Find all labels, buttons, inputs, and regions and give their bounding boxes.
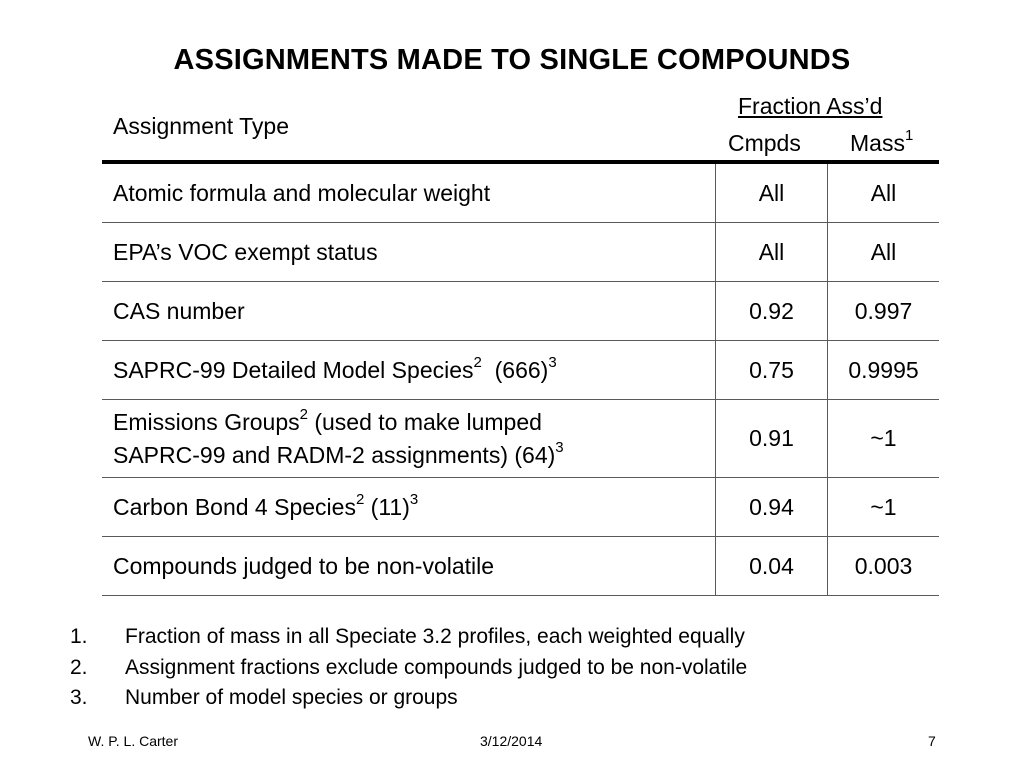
header-assignment-type: Assignment Type [113, 113, 290, 139]
assignment-type-cell [102, 223, 715, 281]
cmpds-fraction-cell: 0.75 [715, 341, 827, 399]
header-cmpds: Cmpds [728, 130, 801, 156]
table-row [102, 223, 939, 282]
footnote-item [70, 683, 747, 714]
table-row [102, 478, 939, 537]
table-row [102, 164, 939, 223]
footnote-ref: 3 [548, 353, 557, 371]
assignment-type-text [113, 295, 245, 328]
header-mass-footnote-ref: 1 [904, 127, 914, 145]
footnote-item [70, 622, 747, 653]
table-row [102, 400, 939, 478]
assignment-type-cell [102, 341, 715, 399]
footnotes [70, 622, 747, 714]
table-row [102, 537, 939, 596]
cmpds-fraction-cell: All [715, 164, 827, 222]
assignment-type-label: (used to make lumped [307, 408, 542, 435]
assignment-type-label: Atomic formula and molecular weight [113, 179, 491, 206]
footnote-ref: 3 [409, 490, 419, 508]
assignment-type-label: Compounds judged to be non-volatile [113, 552, 495, 579]
assignment-type-label: (666) [481, 356, 549, 383]
assignment-type-cell [102, 537, 715, 595]
mass-fraction-cell: All [827, 223, 939, 281]
mass-fraction-cell: 0.003 [827, 537, 939, 595]
assignment-type-label: EPA’s VOC exempt status [113, 238, 378, 265]
mass-fraction-cell: 0.9995 [827, 341, 939, 399]
assignment-type-text [113, 354, 557, 387]
cmpds-fraction-cell: All [715, 223, 827, 281]
assignment-type-text [113, 177, 490, 210]
footnote-ref: 2 [355, 490, 365, 508]
footer-author: W. P. L. Carter [88, 733, 178, 749]
footnote-text: Number of model species or groups [125, 686, 458, 709]
assignment-type-label: CAS number [113, 297, 245, 324]
footnote-number: 2. [70, 655, 88, 679]
assignment-type-text [113, 491, 418, 524]
assignment-type-label: (11) [364, 493, 410, 520]
footnote-text: Assignment fractions exclude compounds judged to be non-volatile [125, 655, 748, 679]
table-row [102, 341, 939, 400]
mass-fraction-cell: ~1 [827, 478, 939, 536]
header-mass [850, 127, 914, 157]
cmpds-fraction-cell: 0.92 [715, 282, 827, 340]
assignment-type-cell [102, 164, 715, 222]
cmpds-fraction-cell: 0.94 [715, 478, 827, 536]
header-fraction-assigned: Fraction Ass’d [738, 93, 883, 119]
mass-fraction-cell: All [827, 164, 939, 222]
footnote-number: 1. [70, 625, 88, 648]
assignment-type-cell [102, 282, 715, 340]
header-mass-label: Mass [850, 130, 905, 156]
cmpds-fraction-cell: 0.04 [715, 537, 827, 595]
assignments-table [102, 164, 939, 596]
assignment-type-label: Carbon Bond 4 Species [113, 493, 356, 520]
slide-title: ASSIGNMENTS MADE TO SINGLE COMPOUNDS [173, 44, 851, 76]
footnote-ref: 3 [555, 438, 564, 456]
footer-date: 3/12/2014 [480, 733, 543, 749]
footnote-ref: 2 [299, 405, 308, 423]
footnote-item [70, 653, 747, 684]
footnote-text: Fraction of mass in all Speciate 3.2 profiles, each weighted equally [125, 625, 745, 648]
assignment-type-cell [102, 400, 715, 477]
table-row [102, 282, 939, 341]
footer-page-number: 7 [928, 733, 936, 749]
mass-fraction-cell: ~1 [827, 400, 939, 477]
assignment-type-cell [102, 478, 715, 536]
assignment-type-text [113, 236, 378, 269]
assignment-type-label: SAPRC-99 and RADM-2 assignments) (64) [113, 441, 556, 468]
assignment-type-text [113, 406, 564, 472]
assignment-type-text [113, 550, 494, 583]
mass-fraction-cell: 0.997 [827, 282, 939, 340]
assignment-type-label: Emissions Groups [113, 408, 300, 435]
cmpds-fraction-cell: 0.91 [715, 400, 827, 477]
footnote-number: 3. [70, 686, 88, 709]
footnote-ref: 2 [473, 353, 482, 371]
assignment-type-label: SAPRC-99 Detailed Model Species [113, 356, 474, 383]
